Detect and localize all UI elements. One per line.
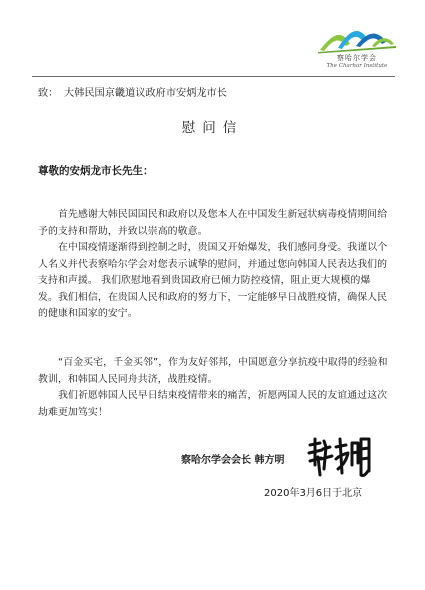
- paragraph-1: 首先感谢大韩民国国民和政府以及您本人在中国发生新冠状病毒疫情期间给予的支持和帮助，并致以崇高的敬意。: [38, 209, 388, 237]
- letter-title: 慰问信: [181, 120, 244, 136]
- recipient-label: 致：: [38, 88, 59, 99]
- salutation: 尊敬的安炳龙市长先生：: [38, 165, 154, 177]
- recipient-line: [38, 84, 227, 99]
- logo-name-cn: 察哈尔学会: [337, 54, 377, 62]
- header-divider: [32, 76, 395, 77]
- letter-date: 2020年3月6日于北京: [264, 488, 363, 499]
- handwritten-signature: [306, 435, 372, 479]
- recipient-name: 大韩民国京畿道议政府市安炳龙市长: [64, 88, 227, 99]
- paragraph-3: “百金买宅，千金买邻”，作为友好邻邦，中国愿意分享抗疫中取得的经验和教训，和韩国人民同舟共济，战胜疫情。: [38, 357, 388, 385]
- charhar-institute-logo: [316, 26, 398, 72]
- logo-mark-icon: [316, 26, 398, 54]
- logo-name-en: The Charhar Institute: [326, 63, 388, 69]
- paragraph-2: 在中国疫情逐渐得到控制之时，贵国又开始爆发，我们感同身受。我谨以个人名义并代表察哈尔学会对您表示诚挚的慰问，并通过您向韩国人民表达我们的支持和声援。 我们欣慰地看到贵国政府已倾力防控疫情，阻止更大规模的爆发。我们相信，在贵国人民和政府的努力下，一定能够早日战胜疫情，确保人民的健康和国家的安宁。: [38, 242, 388, 319]
- paragraph-4: 我们祈愿韩国人民早日结束疫情带来的痛苦，祈愿两国人民的友谊通过这次劫难更加笃实！: [38, 390, 388, 418]
- signer-line: 察哈尔学会会长 韩方明: [181, 455, 285, 466]
